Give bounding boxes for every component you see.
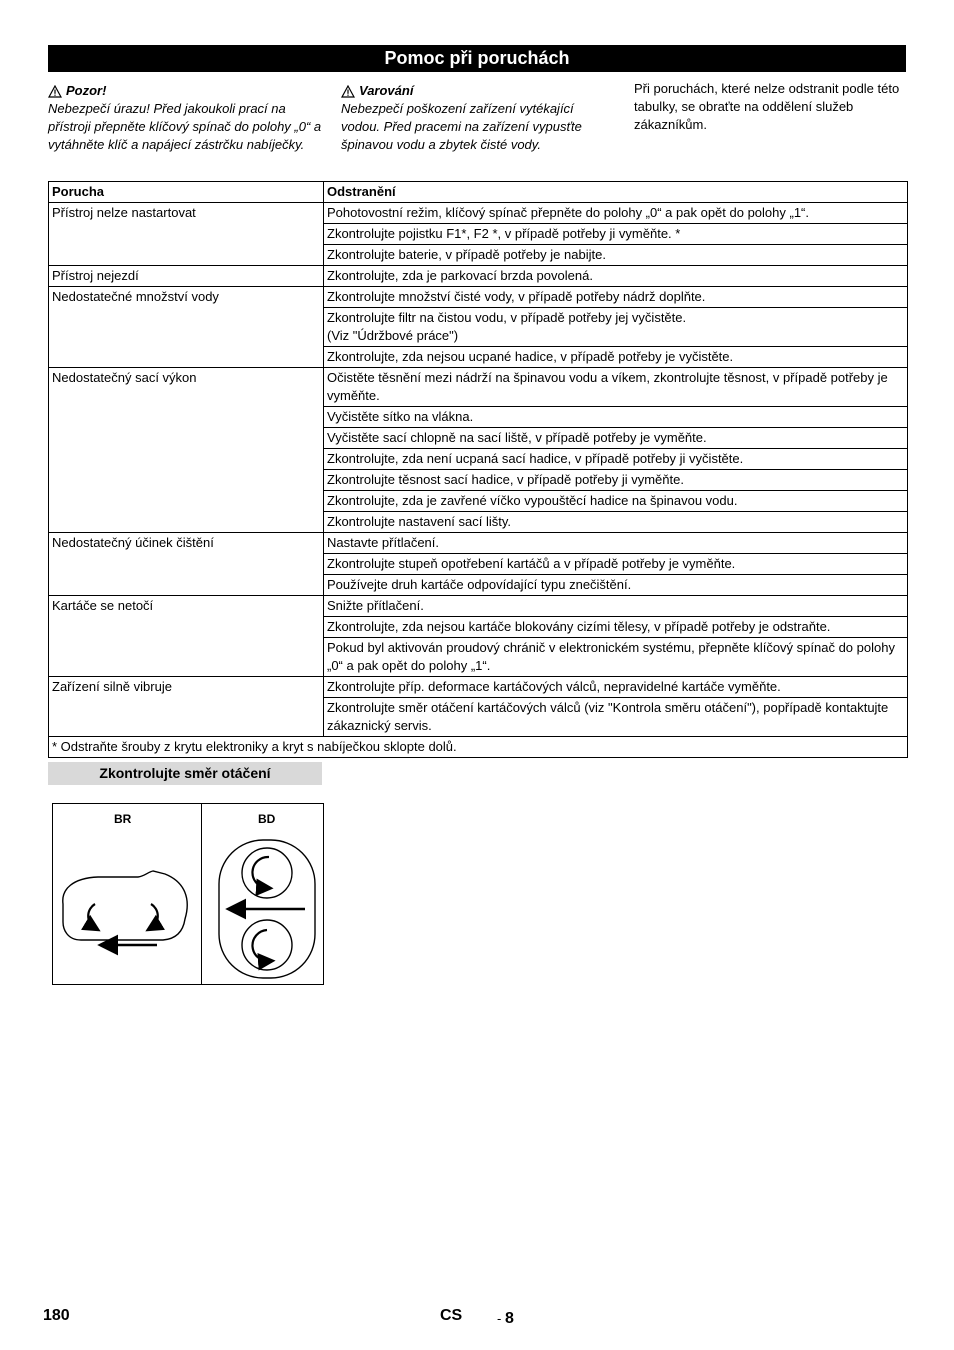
warning-block xyxy=(341,80,616,154)
warning-triangle-icon xyxy=(341,85,355,98)
remedy-cell: Zkontrolujte pojistku F1*, F2 *, v případě potřeby ji vyměňte. * xyxy=(324,224,908,245)
label-bd: BD xyxy=(258,812,276,826)
rotation-drawing xyxy=(53,804,325,986)
section-dash: - xyxy=(497,1311,502,1326)
table-row xyxy=(49,368,908,407)
remedy-cell: Pohotovostní režim, klíčový spínač přepněte do polohy „0“ a pak opět do polohy „1“. xyxy=(324,203,908,224)
rotation-heading: Zkontrolujte směr otáčení xyxy=(48,762,322,785)
fault-cell: Nedostatečné množství vody xyxy=(49,287,324,368)
table-row xyxy=(49,203,908,224)
fault-cell: Nedostatečný sací výkon xyxy=(49,368,324,533)
label-br: BR xyxy=(114,812,132,826)
remedy-cell: Zkontrolujte, zda je zavřené víčko vypouštěcí hadice na špinavou vodu. xyxy=(324,491,908,512)
page-title: Pomoc při poruchách xyxy=(48,45,906,72)
intro-text: Při poruchách, které nelze odstranit podle této tabulky, se obraťte na oddělení služeb zákazníkům. xyxy=(634,81,900,132)
remedy-cell: Zkontrolujte, zda nejsou ucpané hadice, v případě potřeby je vyčistěte. xyxy=(324,347,908,368)
remedy-cell: Zkontrolujte stupeň opotřebení kartáčů a v případě potřeby je vyměňte. xyxy=(324,554,908,575)
remedy-cell: Nastavte přítlačení. xyxy=(324,533,908,554)
remedy-cell: Zkontrolujte, zda nejsou kartáče blokovány cizími tělesy, v případě potřeby je odstraňte. xyxy=(324,617,908,638)
remedy-cell: Zkontrolujte, zda není ucpaná sací hadice, v případě potřeby ji vyčistěte. xyxy=(324,449,908,470)
remedy-cell: Snižte přítlačení. xyxy=(324,596,908,617)
warning-heading xyxy=(341,82,616,100)
table-footnote-row xyxy=(49,737,908,758)
br-brush-housing-icon xyxy=(63,871,187,945)
language-code: CS xyxy=(440,1307,463,1324)
bd-brush-housing-icon xyxy=(219,840,315,978)
remedy-cell: Zkontrolujte nastavení sací lišty. xyxy=(324,512,908,533)
table-row xyxy=(49,533,908,554)
warning-heading-text: Varování xyxy=(359,83,414,98)
warning-triangle-icon xyxy=(48,85,62,98)
caution-heading-text: Pozor! xyxy=(66,83,107,98)
rotation-diagram xyxy=(52,803,324,985)
fault-cell: Kartáče se netočí xyxy=(49,596,324,677)
remedy-cell: Používejte druh kartáče odpovídající typu znečištění. xyxy=(324,575,908,596)
table-row xyxy=(49,266,908,287)
table-row xyxy=(49,596,908,617)
page-number: 180 xyxy=(43,1307,70,1324)
fault-cell: Nedostatečný účinek čištění xyxy=(49,533,324,596)
fault-cell: Přístroj nelze nastartovat xyxy=(49,203,324,266)
caution-block xyxy=(48,80,323,154)
table-body xyxy=(49,203,908,737)
header-remedy: Odstranění xyxy=(324,182,908,203)
remedy-cell: Zkontrolujte těsnost sací hadice, v případě potřeby ji vyměňte. xyxy=(324,470,908,491)
remedy-cell: Vyčistěte sítko na vlákna. xyxy=(324,407,908,428)
remedy-cell: Pokud byl aktivován proudový chránič v elektronickém systému, přepněte klíčový spínač do polohy „0“ a pak opět do polohy „1“. xyxy=(324,638,908,677)
fault-cell: Zařízení silně vibruje xyxy=(49,677,324,737)
section-number xyxy=(497,1310,514,1328)
warning-text: Nebezpečí poškození zařízení vytékající vodou. Před pracemi na zařízení vypusťte špinavou vodu a zbytek čisté vody. xyxy=(341,101,582,152)
table-row xyxy=(49,287,908,308)
table-footnote: * Odstraňte šrouby z krytu elektroniky a kryt s nabíječkou sklopte dolů. xyxy=(49,737,908,758)
remedy-cell: Vyčistěte sací chlopně na sací liště, v případě potřeby je vyměňte. xyxy=(324,428,908,449)
troubleshooting-table xyxy=(48,181,908,758)
remedy-cell: Zkontrolujte příp. deformace kartáčových válců, nepravidelné kartáče vyměňte. xyxy=(324,677,908,698)
remedy-cell: Zkontrolujte baterie, v případě potřeby je nabijte. xyxy=(324,245,908,266)
header-fault: Porucha xyxy=(49,182,324,203)
remedy-cell: Zkontrolujte filtr na čistou vodu, v případě potřeby jej vyčistěte. (Viz "Údržbové práce") xyxy=(324,308,908,347)
remedy-cell: Zkontrolujte, zda je parkovací brzda povolená. xyxy=(324,266,908,287)
table-header-row xyxy=(49,182,908,203)
table-row xyxy=(49,677,908,698)
remedy-cell: Zkontrolujte směr otáčení kartáčových válců (viz "Kontrola směru otáčení"), popřípadě kontaktujte zákaznický servis. xyxy=(324,698,908,737)
section-number-value: 8 xyxy=(504,1310,514,1327)
caution-text: Nebezpečí úrazu! Před jakoukoli prací na přístroji přepněte klíčový spínač do polohy „0“ a vytáhněte klíč a napájecí zástrčku nabíječky. xyxy=(48,101,322,152)
remedy-cell: Zkontrolujte množství čisté vody, v případě potřeby nádrž doplňte. xyxy=(324,287,908,308)
fault-cell: Přístroj nejezdí xyxy=(49,266,324,287)
caution-heading xyxy=(48,82,323,100)
remedy-cell: Očistěte těsnění mezi nádrží na špinavou vodu a víkem, zkontrolujte těsnost, v případě potřeby je vyměňte. xyxy=(324,368,908,407)
